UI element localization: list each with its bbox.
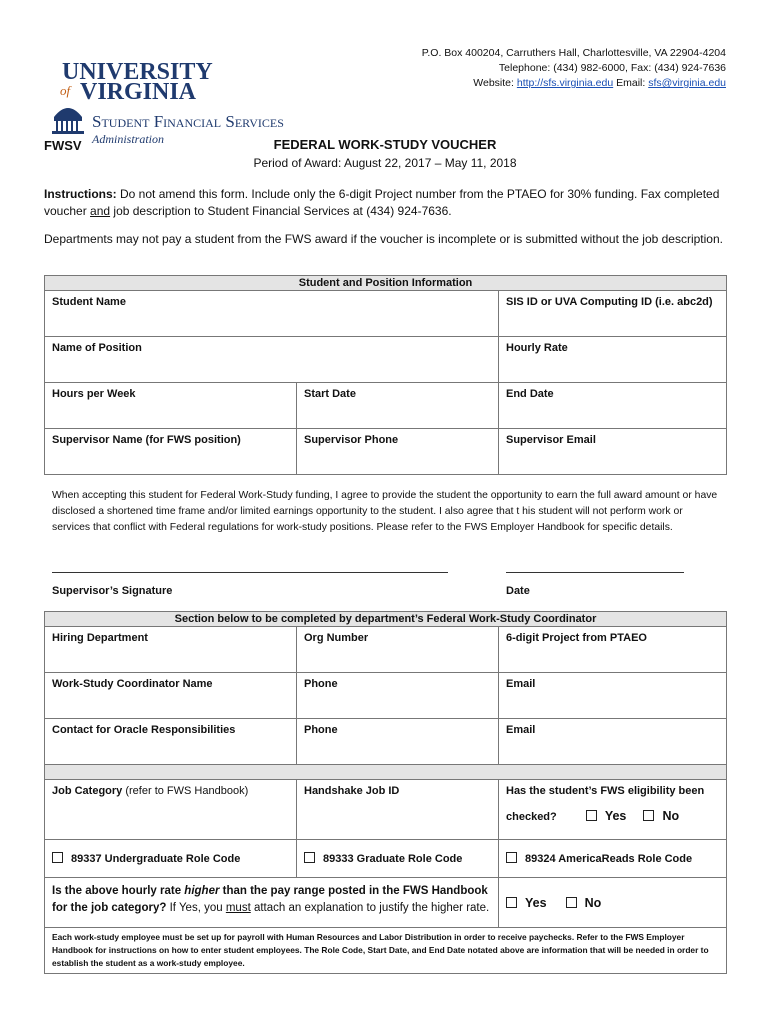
supervisor-email-field[interactable]: Supervisor Email bbox=[499, 429, 727, 475]
coordinator-email-field[interactable]: Email bbox=[499, 673, 727, 719]
logo-department: Student Financial Services bbox=[92, 112, 284, 131]
signature-label: Supervisor’s Signature bbox=[52, 585, 173, 597]
eligibility-field bbox=[499, 780, 727, 840]
job-category-note: (refer to FWS Handbook) bbox=[122, 785, 249, 797]
project-field[interactable]: 6-digit Project from PTAEO bbox=[499, 627, 727, 673]
logo-of: of bbox=[60, 83, 71, 98]
role3-label: 89324 AmericaReads Role Code bbox=[525, 853, 693, 865]
role2-label: 89333 Graduate Role Code bbox=[323, 853, 463, 865]
no-label: No bbox=[662, 809, 680, 823]
no-checkbox[interactable] bbox=[643, 810, 654, 821]
signature-line[interactable] bbox=[52, 572, 448, 573]
rate-yes[interactable] bbox=[506, 895, 547, 910]
uva-sfs-logo bbox=[52, 55, 342, 145]
website-link[interactable]: http://sfs.virginia.edu bbox=[516, 77, 614, 89]
supervisor-name-field[interactable]: Supervisor Name (for FWS position) bbox=[45, 429, 297, 475]
logo-sub: Administration bbox=[92, 132, 165, 145]
logo-university: UNIVERSITY bbox=[62, 59, 213, 85]
rate-no[interactable] bbox=[566, 895, 602, 910]
phone: Telephone: (434) 982-6000, Fax: (434) 924-7636 bbox=[498, 62, 726, 74]
page-title: FEDERAL WORK-STUDY VOUCHER bbox=[273, 137, 497, 152]
instructions-text-2: job description to Student Financial Services at (434) 924-7636. bbox=[110, 204, 452, 218]
footnote: Each work-study employee must be set up for payroll with Human Resources and Labor Distribution in order to receive paychecks. Refer to the FWS Employer Handbook for instructions on how to enter student employees. The Role Code, Start Date, and End Date notated above are information that will be needed in order to establish the student as a work-study employee. bbox=[45, 928, 727, 974]
rate-yes-label: Yes bbox=[525, 895, 547, 910]
role-undergrad[interactable] bbox=[45, 840, 297, 878]
agreement-text: When accepting this student for Federal Work-Study funding, I agree to provide the student the opportunity to earn the full award amount or have disclosed a shortened time frame and/or limited earnings opportunity to the student. I also agree that t his student will not perform work or services that conflict with Federal regulations for work-study positions. Please refer to the FWS Employer Handbook for specific details. bbox=[52, 490, 718, 533]
section2-header: Section below to be completed by department’s Federal Work-Study Coordinator bbox=[45, 612, 727, 627]
start-date-field[interactable]: Start Date bbox=[297, 383, 499, 429]
email-label: Email: bbox=[616, 77, 646, 89]
instructions-text-1: Do not amend this form. Include only the 6-digit Project number from the PTAEO for 30% funding. Fax completed voucher bbox=[44, 187, 720, 218]
rate-answer bbox=[499, 878, 727, 928]
role1-label: 89337 Undergraduate Role Code bbox=[71, 853, 241, 865]
sis-id-field[interactable]: SIS ID or UVA Computing ID (i.e. abc2d) bbox=[499, 291, 727, 337]
email-link[interactable]: sfs@virginia.edu bbox=[648, 77, 726, 89]
instructions-and: and bbox=[90, 204, 111, 218]
rate-no-checkbox[interactable] bbox=[566, 897, 577, 908]
form-code: FWSV bbox=[44, 138, 82, 153]
rate-must: must bbox=[225, 902, 251, 914]
coordinator-field[interactable]: Work-Study Coordinator Name bbox=[45, 673, 297, 719]
student-name-field[interactable]: Student Name bbox=[45, 291, 499, 337]
oracle-phone-field[interactable]: Phone bbox=[297, 719, 499, 765]
website-label: Website: bbox=[473, 77, 514, 89]
web-line bbox=[422, 76, 726, 91]
oracle-contact-field[interactable]: Contact for Oracle Responsibilities bbox=[45, 719, 297, 765]
logo-virginia: VIRGINIA bbox=[80, 79, 197, 105]
coordinator-table bbox=[44, 611, 727, 974]
handshake-field[interactable]: Handshake Job ID bbox=[297, 780, 499, 840]
address: P.O. Box 400204, Carruthers Hall, Charlottesville, VA 22904-4204 bbox=[421, 47, 726, 59]
org-number-field[interactable]: Org Number bbox=[297, 627, 499, 673]
rate-q4: attach an explanation to justify the higher rate. bbox=[250, 902, 490, 914]
eligibility-yes[interactable] bbox=[586, 811, 627, 823]
oracle-email-field[interactable]: Email bbox=[499, 719, 727, 765]
rate-q1: Is the above hourly rate bbox=[52, 885, 185, 897]
eligibility-question: Has the student’s FWS eligibility been bbox=[506, 785, 705, 797]
yes-label: Yes bbox=[604, 809, 627, 823]
date-label: Date bbox=[506, 585, 530, 597]
department-note: Departments may not pay a student from the FWS award if the voucher is incomplete or is submitted without the job description. bbox=[44, 232, 723, 246]
job-category-field[interactable] bbox=[45, 780, 297, 840]
americareads-checkbox[interactable] bbox=[506, 852, 517, 863]
role-grad[interactable] bbox=[297, 840, 499, 878]
spacer-row bbox=[45, 765, 727, 780]
contact-block bbox=[422, 46, 726, 91]
end-date-field[interactable]: End Date bbox=[499, 383, 727, 429]
award-period: Period of Award: August 22, 2017 – May 11, 2018 bbox=[253, 156, 517, 170]
coordinator-phone-field[interactable]: Phone bbox=[297, 673, 499, 719]
eligibility-answer bbox=[506, 809, 719, 823]
rate-higher: higher bbox=[184, 885, 220, 897]
hours-field[interactable]: Hours per Week bbox=[45, 383, 297, 429]
rate-no-label: No bbox=[584, 895, 602, 910]
student-position-table bbox=[44, 275, 727, 475]
instructions-label: Instructions: bbox=[44, 187, 117, 201]
instructions bbox=[44, 186, 724, 220]
role-americareads[interactable] bbox=[499, 840, 727, 878]
rotunda-icon bbox=[52, 108, 84, 134]
checked-label: checked? bbox=[506, 811, 557, 823]
supervisor-phone-field[interactable]: Supervisor Phone bbox=[297, 429, 499, 475]
yes-checkbox[interactable] bbox=[586, 810, 597, 821]
undergrad-checkbox[interactable] bbox=[52, 852, 63, 863]
position-field[interactable]: Name of Position bbox=[45, 337, 499, 383]
rate-yes-checkbox[interactable] bbox=[506, 897, 517, 908]
hiring-dept-field[interactable]: Hiring Department bbox=[45, 627, 297, 673]
eligibility-no[interactable] bbox=[643, 811, 679, 823]
grad-checkbox[interactable] bbox=[304, 852, 315, 863]
section1-header: Student and Position Information bbox=[45, 276, 727, 291]
rate-q2: than the pay range posted in the FWS Handbook for the job category? bbox=[52, 885, 488, 914]
rate-q3: If Yes, you bbox=[166, 902, 226, 914]
rate-question bbox=[45, 878, 499, 928]
hourly-rate-field[interactable]: Hourly Rate bbox=[499, 337, 727, 383]
job-category-label: Job Category bbox=[52, 785, 123, 797]
date-line[interactable] bbox=[506, 572, 684, 573]
